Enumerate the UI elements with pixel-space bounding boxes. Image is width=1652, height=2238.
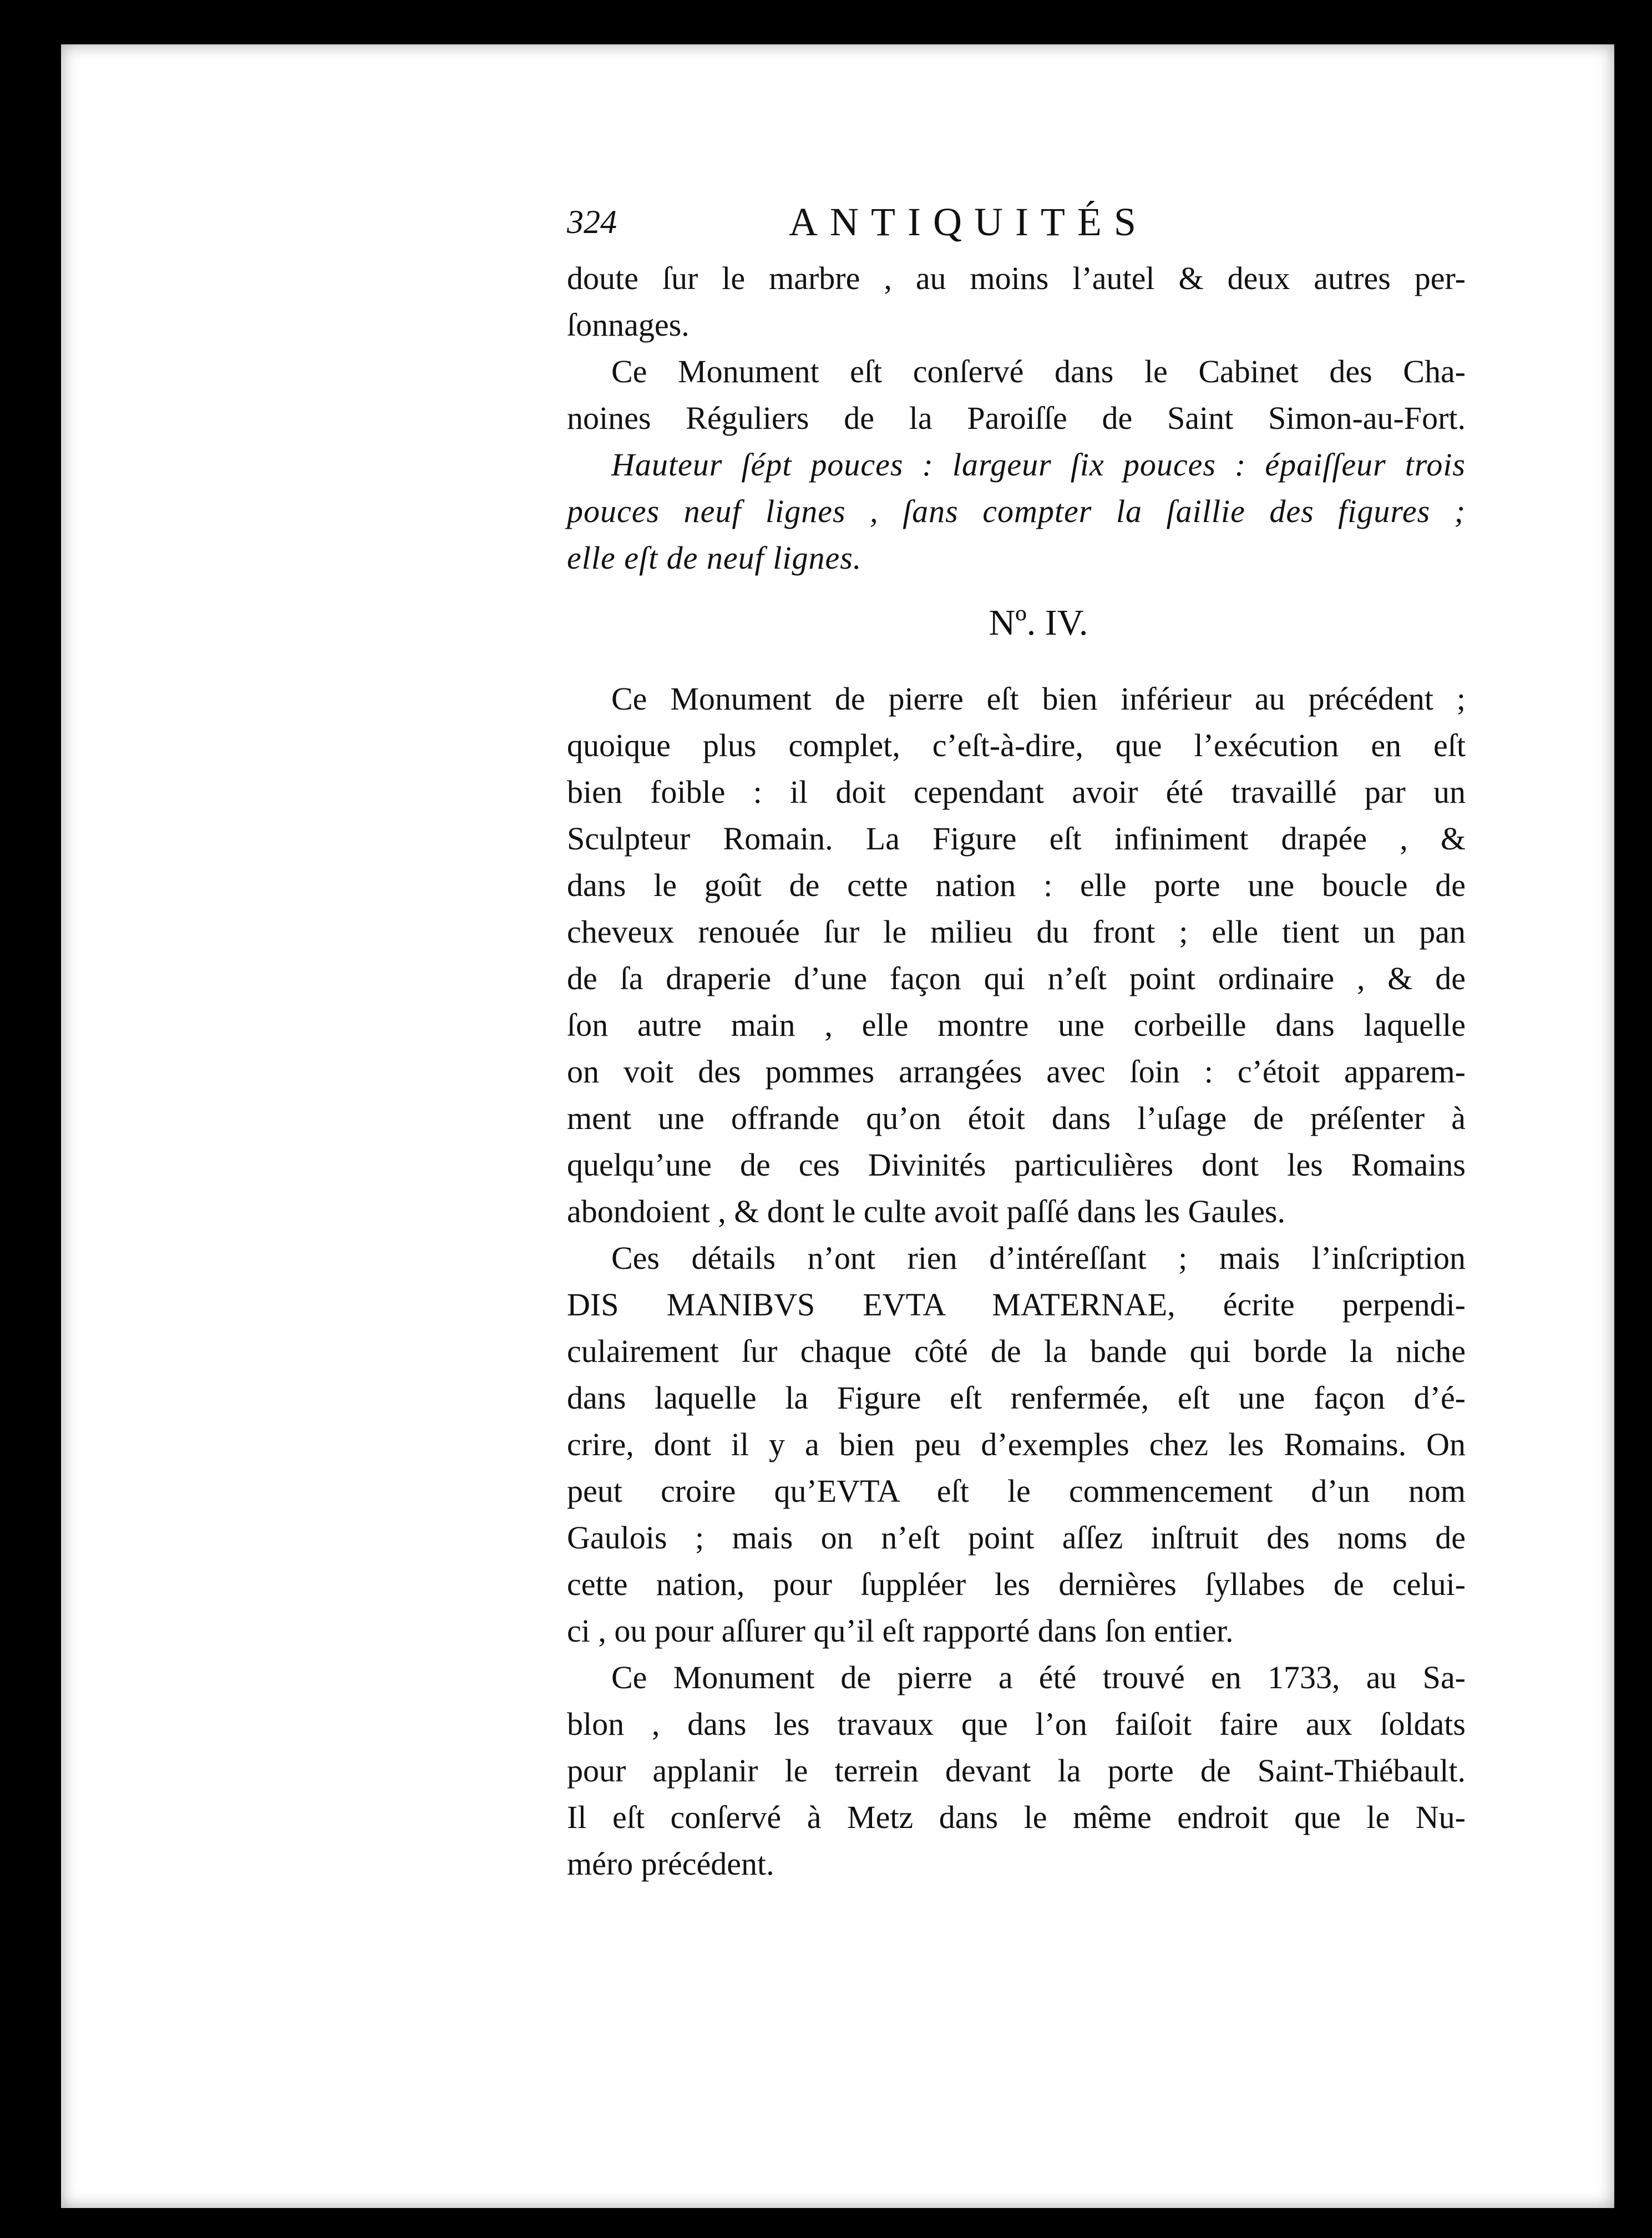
section-heading: Nº. IV. — [989, 602, 1088, 643]
text-line: peut croire qu’EVTA eſt le commencement d’un nom — [567, 1473, 1466, 1509]
running-title: ANTIQUITÉS — [789, 200, 1148, 244]
text-line: Ce Monument de pierre a été trouvé en 1733, au Sa- — [611, 1659, 1466, 1695]
text-line: cette nation, pour ſuppléer les dernières ſyllabes de celui- — [567, 1566, 1466, 1602]
description-paragraph — [567, 676, 1466, 1235]
running-head — [567, 194, 1466, 255]
text-line: ſonnages. — [567, 307, 690, 343]
text-line: ment une offrande qu’on étoit dans l’uſage de préſenter à — [567, 1100, 1466, 1136]
text-line: ſon autre main , elle montre une corbeille dans laquelle — [567, 1007, 1466, 1043]
text-line: ci , ou pour aſſurer qu’il eſt rapporté dans ſon entier. — [567, 1613, 1234, 1649]
text-line: abondoient , & dont le culte avoit paſſé dans les Gaules. — [567, 1193, 1286, 1229]
page-number: 324 — [567, 204, 617, 240]
text-line: méro précédent. — [567, 1846, 774, 1882]
page-text-block — [567, 194, 1466, 1887]
text-line: de ſa draperie d’une façon qui n’eſt point ordinaire , & de — [567, 960, 1466, 996]
text-line: Sculpteur Romain. La Figure eſt infiniment drapée , & — [567, 821, 1466, 857]
text-line: pour applanir le terrein devant la porte de Saint-Thiébault. — [567, 1753, 1466, 1789]
text-line: Ces détails n’ont rien d’intéreſſant ; mais l’inſcription — [611, 1240, 1466, 1276]
text-line: noines Réguliers de la Paroiſſe de Saint Simon-au-Fort. — [567, 400, 1466, 436]
dimensions-note — [567, 442, 1466, 581]
text-line: bien foible : il doit cependant avoir été travaillé par un — [567, 774, 1466, 810]
text-line: on voit des pommes arrangées avec ſoin : c’étoit apparem- — [567, 1054, 1466, 1090]
text-line: Il eſt conſervé à Metz dans le même endroit que le Nu- — [567, 1799, 1466, 1835]
text-line: Ce Monument de pierre eſt bien inférieur au précédent ; — [611, 681, 1466, 717]
text-line: dans laquelle la Figure eſt renfermée, eſt une façon d’é- — [567, 1380, 1466, 1416]
conservation-paragraph — [567, 348, 1466, 442]
text-line: elle eſt de neuf lignes. — [567, 540, 862, 576]
text-line: blon , dans les travaux que l’on faiſoit faire aux ſoldats — [567, 1706, 1466, 1742]
text-line: culairement ſur chaque côté de la bande qui borde la niche — [567, 1333, 1466, 1369]
continuation-paragraph — [567, 255, 1466, 348]
text-line: dans le goût de cette nation : elle porte une boucle de — [567, 867, 1466, 903]
text-line: Ce Monument eſt conſervé dans le Cabinet des Cha- — [611, 353, 1466, 389]
text-line: DIS MANIBVS EVTA MATERNAE, écrite perpendi- — [567, 1287, 1466, 1323]
text-line: cheveux renouée ſur le milieu du front ; elle tient un pan — [567, 914, 1466, 950]
text-line: doute ſur le marbre , au moins l’autel & deux autres per- — [567, 260, 1466, 296]
text-line: quelqu’une de ces Divinités particulières dont les Romains — [567, 1147, 1466, 1183]
text-line: Gaulois ; mais on n’eſt point aſſez inſtruit des noms de — [567, 1520, 1466, 1556]
text-line: crire, dont il y a bien peu d’exemples chez les Romains. On — [567, 1426, 1466, 1462]
text-line: quoique plus complet, c’eſt-à-dire, que l’exécution en eſt — [567, 727, 1466, 763]
text-line: pouces neuf lignes , ſans compter la ſaillie des figures ; — [567, 493, 1466, 529]
discovery-paragraph — [567, 1654, 1466, 1887]
inscription-paragraph — [567, 1235, 1466, 1654]
text-line: Hauteur ſépt pouces : largeur ſix pouces : épaiſſeur trois — [611, 447, 1466, 483]
